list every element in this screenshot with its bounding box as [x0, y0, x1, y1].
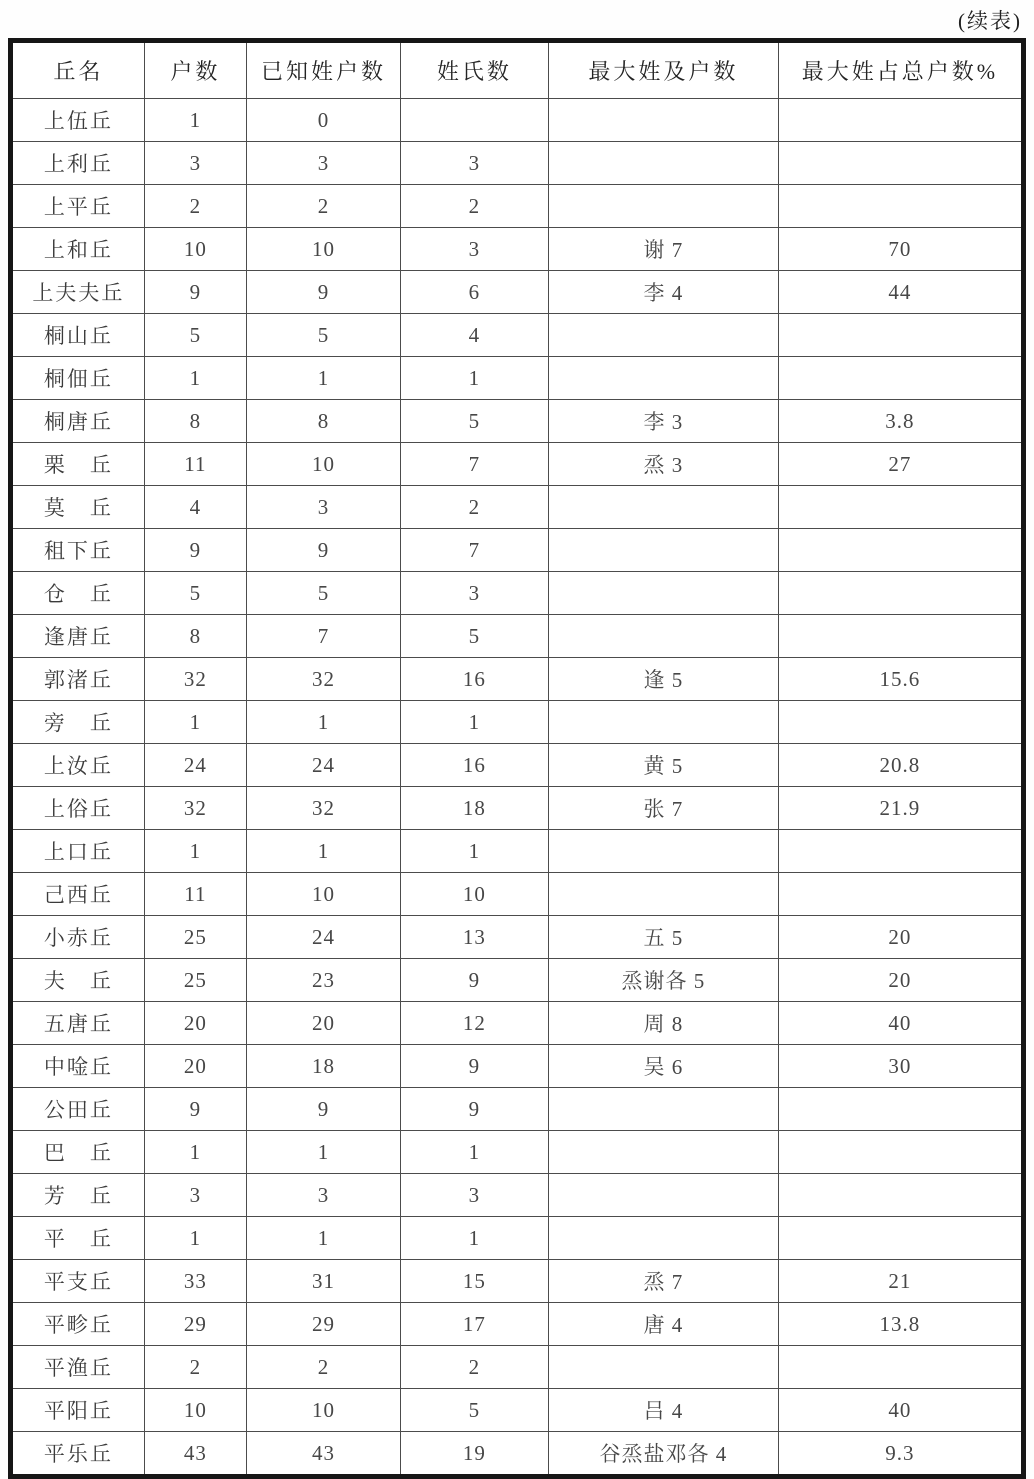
hill-name-cell: 租下丘 [11, 529, 145, 572]
max-surname-pct-cell [778, 1217, 1023, 1260]
households-cell: 1 [144, 1217, 246, 1260]
known-surname-households-cell: 31 [247, 1260, 401, 1303]
col-header-households: 户数 [144, 41, 246, 99]
hill-name-cell: 上平丘 [11, 185, 145, 228]
max-surname-pct-cell [778, 314, 1023, 357]
max-surname-pct-cell: 30 [778, 1045, 1023, 1088]
max-surname-pct-cell: 9.3 [778, 1432, 1023, 1477]
max-surname-cell [548, 185, 778, 228]
households-cell: 2 [144, 185, 246, 228]
max-surname-pct-cell: 40 [778, 1389, 1023, 1432]
max-surname-pct-cell: 21 [778, 1260, 1023, 1303]
max-surname-cell [548, 701, 778, 744]
max-surname-cell [548, 142, 778, 185]
known-surname-households-cell: 3 [247, 1174, 401, 1217]
surname-count-cell: 10 [400, 873, 548, 916]
households-cell: 43 [144, 1432, 246, 1477]
known-surname-households-cell: 23 [247, 959, 401, 1002]
max-surname-cell [548, 873, 778, 916]
hill-name-cell: 中唫丘 [11, 1045, 145, 1088]
known-surname-households-cell: 10 [247, 1389, 401, 1432]
max-surname-pct-cell [778, 1088, 1023, 1131]
known-surname-households-cell: 29 [247, 1303, 401, 1346]
max-surname-cell [548, 1346, 778, 1389]
table-row [11, 486, 1024, 529]
col-header-known-surname-households: 已知姓户数 [247, 41, 401, 99]
households-cell: 3 [144, 142, 246, 185]
max-surname-pct-cell: 20 [778, 959, 1023, 1002]
hill-name-cell: 巴 丘 [11, 1131, 145, 1174]
hill-name-cell: 夫 丘 [11, 959, 145, 1002]
max-surname-cell [548, 615, 778, 658]
table-row [11, 1260, 1024, 1303]
max-surname-cell [548, 1131, 778, 1174]
surname-count-cell: 1 [400, 1131, 548, 1174]
households-cell: 5 [144, 314, 246, 357]
households-cell: 20 [144, 1002, 246, 1045]
table-row [11, 959, 1024, 1002]
max-surname-pct-cell [778, 1346, 1023, 1389]
known-surname-households-cell: 10 [247, 228, 401, 271]
col-header-surname-count: 姓氏数 [400, 41, 548, 99]
max-surname-cell: 烝 3 [548, 443, 778, 486]
known-surname-households-cell: 32 [247, 658, 401, 701]
max-surname-pct-cell: 15.6 [778, 658, 1023, 701]
surname-count-cell: 12 [400, 1002, 548, 1045]
table-row [11, 1174, 1024, 1217]
max-surname-cell [548, 1088, 778, 1131]
households-cell: 32 [144, 658, 246, 701]
table-row [11, 787, 1024, 830]
surname-count-cell: 18 [400, 787, 548, 830]
max-surname-pct-cell: 40 [778, 1002, 1023, 1045]
known-surname-households-cell: 3 [247, 486, 401, 529]
surname-count-cell: 3 [400, 142, 548, 185]
hill-name-cell: 上口丘 [11, 830, 145, 873]
surname-count-cell: 2 [400, 185, 548, 228]
households-cell: 1 [144, 701, 246, 744]
table-row [11, 615, 1024, 658]
table-row [11, 1088, 1024, 1131]
known-surname-households-cell: 9 [247, 529, 401, 572]
max-surname-pct-cell [778, 1174, 1023, 1217]
table-row [11, 1346, 1024, 1389]
max-surname-cell: 李 4 [548, 271, 778, 314]
households-cell: 1 [144, 99, 246, 142]
max-surname-cell: 吕 4 [548, 1389, 778, 1432]
hill-name-cell: 上汝丘 [11, 744, 145, 787]
surname-count-cell [400, 99, 548, 142]
hill-name-cell: 上夫夫丘 [11, 271, 145, 314]
hill-name-cell: 小赤丘 [11, 916, 145, 959]
households-cell: 11 [144, 873, 246, 916]
max-surname-pct-cell: 20 [778, 916, 1023, 959]
surname-count-cell: 2 [400, 1346, 548, 1389]
max-surname-pct-cell [778, 615, 1023, 658]
table-row [11, 1217, 1024, 1260]
known-surname-households-cell: 1 [247, 830, 401, 873]
households-cell: 8 [144, 400, 246, 443]
max-surname-pct-cell [778, 873, 1023, 916]
households-cell: 11 [144, 443, 246, 486]
surname-count-cell: 1 [400, 701, 548, 744]
max-surname-cell: 黄 5 [548, 744, 778, 787]
known-surname-households-cell: 43 [247, 1432, 401, 1477]
max-surname-cell [548, 1217, 778, 1260]
households-cell: 10 [144, 228, 246, 271]
known-surname-households-cell: 8 [247, 400, 401, 443]
max-surname-cell [548, 572, 778, 615]
table-row [11, 1002, 1024, 1045]
households-cell: 5 [144, 572, 246, 615]
households-cell: 29 [144, 1303, 246, 1346]
surname-count-cell: 5 [400, 400, 548, 443]
households-cell: 2 [144, 1346, 246, 1389]
surname-count-cell: 9 [400, 1088, 548, 1131]
table-body [11, 99, 1024, 1477]
max-surname-pct-cell: 27 [778, 443, 1023, 486]
known-surname-households-cell: 1 [247, 357, 401, 400]
hill-name-cell: 公田丘 [11, 1088, 145, 1131]
known-surname-households-cell: 18 [247, 1045, 401, 1088]
surname-count-cell: 3 [400, 228, 548, 271]
table-row [11, 99, 1024, 142]
table-row [11, 271, 1024, 314]
households-cell: 32 [144, 787, 246, 830]
surname-count-cell: 5 [400, 615, 548, 658]
table-row [11, 830, 1024, 873]
known-surname-households-cell: 20 [247, 1002, 401, 1045]
surname-count-cell: 1 [400, 357, 548, 400]
table-row [11, 443, 1024, 486]
hill-name-cell: 上利丘 [11, 142, 145, 185]
households-cell: 33 [144, 1260, 246, 1303]
hill-name-cell: 上伍丘 [11, 99, 145, 142]
hill-name-cell: 平畛丘 [11, 1303, 145, 1346]
surname-count-cell: 16 [400, 744, 548, 787]
hill-name-cell: 己西丘 [11, 873, 145, 916]
households-cell: 25 [144, 959, 246, 1002]
hill-name-cell: 逢唐丘 [11, 615, 145, 658]
max-surname-cell [548, 529, 778, 572]
households-cell: 9 [144, 529, 246, 572]
table-row [11, 400, 1024, 443]
table-row [11, 228, 1024, 271]
max-surname-cell [548, 99, 778, 142]
hill-name-cell: 郭渚丘 [11, 658, 145, 701]
max-surname-cell: 李 3 [548, 400, 778, 443]
max-surname-pct-cell [778, 529, 1023, 572]
known-surname-households-cell: 7 [247, 615, 401, 658]
max-surname-pct-cell [778, 701, 1023, 744]
households-cell: 8 [144, 615, 246, 658]
max-surname-cell: 烝谢各 5 [548, 959, 778, 1002]
max-surname-pct-cell [778, 486, 1023, 529]
continuation-label: (续表) [958, 9, 1022, 33]
max-surname-cell [548, 314, 778, 357]
max-surname-pct-cell: 13.8 [778, 1303, 1023, 1346]
surname-count-cell: 2 [400, 486, 548, 529]
hill-name-cell: 平渔丘 [11, 1346, 145, 1389]
known-surname-households-cell: 1 [247, 1217, 401, 1260]
max-surname-cell: 谷烝盐邓各 4 [548, 1432, 778, 1477]
known-surname-households-cell: 1 [247, 1131, 401, 1174]
households-cell: 1 [144, 830, 246, 873]
surname-count-cell: 4 [400, 314, 548, 357]
table-row [11, 1389, 1024, 1432]
table-row [11, 314, 1024, 357]
max-surname-pct-cell [778, 142, 1023, 185]
max-surname-cell: 烝 7 [548, 1260, 778, 1303]
col-header-max-surname-pct: 最大姓占总户数% [778, 41, 1023, 99]
hill-name-cell: 莫 丘 [11, 486, 145, 529]
table-row [11, 142, 1024, 185]
max-surname-cell: 吴 6 [548, 1045, 778, 1088]
table-row [11, 744, 1024, 787]
max-surname-pct-cell: 20.8 [778, 744, 1023, 787]
surname-count-cell: 13 [400, 916, 548, 959]
households-cell: 1 [144, 1131, 246, 1174]
hill-name-cell: 平 丘 [11, 1217, 145, 1260]
households-cell: 24 [144, 744, 246, 787]
max-surname-cell [548, 830, 778, 873]
max-surname-cell [548, 1174, 778, 1217]
surname-count-cell: 19 [400, 1432, 548, 1477]
table-row [11, 658, 1024, 701]
known-surname-households-cell: 0 [247, 99, 401, 142]
known-surname-households-cell: 1 [247, 701, 401, 744]
header-row [11, 41, 1024, 99]
hill-name-cell: 平乐丘 [11, 1432, 145, 1477]
known-surname-households-cell: 9 [247, 1088, 401, 1131]
hill-name-cell: 旁 丘 [11, 701, 145, 744]
known-surname-households-cell: 24 [247, 744, 401, 787]
max-surname-cell [548, 357, 778, 400]
hill-name-cell: 平支丘 [11, 1260, 145, 1303]
surname-count-cell: 7 [400, 529, 548, 572]
table-row [11, 1045, 1024, 1088]
table-row [11, 873, 1024, 916]
known-surname-households-cell: 2 [247, 185, 401, 228]
max-surname-cell: 唐 4 [548, 1303, 778, 1346]
table-row [11, 357, 1024, 400]
surname-count-cell: 3 [400, 572, 548, 615]
surname-count-cell: 16 [400, 658, 548, 701]
max-surname-pct-cell [778, 830, 1023, 873]
table-row [11, 572, 1024, 615]
households-cell: 4 [144, 486, 246, 529]
hill-name-cell: 上和丘 [11, 228, 145, 271]
known-surname-households-cell: 10 [247, 873, 401, 916]
hill-name-cell: 栗 丘 [11, 443, 145, 486]
max-surname-pct-cell [778, 185, 1023, 228]
table-row [11, 529, 1024, 572]
max-surname-cell: 周 8 [548, 1002, 778, 1045]
households-cell: 1 [144, 357, 246, 400]
hill-name-cell: 桐佃丘 [11, 357, 145, 400]
known-surname-households-cell: 24 [247, 916, 401, 959]
table-row [11, 185, 1024, 228]
table-header [11, 41, 1024, 99]
max-surname-cell [548, 486, 778, 529]
known-surname-households-cell: 5 [247, 314, 401, 357]
hill-name-cell: 桐山丘 [11, 314, 145, 357]
households-cell: 9 [144, 1088, 246, 1131]
surname-count-cell: 6 [400, 271, 548, 314]
households-cell: 3 [144, 1174, 246, 1217]
hill-name-cell: 桐唐丘 [11, 400, 145, 443]
max-surname-cell: 谢 7 [548, 228, 778, 271]
table-row [11, 701, 1024, 744]
known-surname-households-cell: 9 [247, 271, 401, 314]
household-surname-table [8, 38, 1026, 1479]
households-cell: 20 [144, 1045, 246, 1088]
households-cell: 10 [144, 1389, 246, 1432]
surname-count-cell: 15 [400, 1260, 548, 1303]
surname-count-cell: 7 [400, 443, 548, 486]
hill-name-cell: 芳 丘 [11, 1174, 145, 1217]
surname-count-cell: 3 [400, 1174, 548, 1217]
known-surname-households-cell: 2 [247, 1346, 401, 1389]
max-surname-cell: 五 5 [548, 916, 778, 959]
households-cell: 25 [144, 916, 246, 959]
max-surname-pct-cell [778, 572, 1023, 615]
max-surname-cell: 张 7 [548, 787, 778, 830]
hill-name-cell: 平阳丘 [11, 1389, 145, 1432]
hill-name-cell: 仓 丘 [11, 572, 145, 615]
max-surname-pct-cell [778, 99, 1023, 142]
surname-count-cell: 1 [400, 830, 548, 873]
max-surname-pct-cell [778, 1131, 1023, 1174]
hill-name-cell: 五唐丘 [11, 1002, 145, 1045]
hill-name-cell: 上俗丘 [11, 787, 145, 830]
known-surname-households-cell: 3 [247, 142, 401, 185]
known-surname-households-cell: 5 [247, 572, 401, 615]
surname-count-cell: 9 [400, 1045, 548, 1088]
col-header-max-surname: 最大姓及户数 [548, 41, 778, 99]
table-row [11, 1303, 1024, 1346]
max-surname-pct-cell: 3.8 [778, 400, 1023, 443]
max-surname-pct-cell: 21.9 [778, 787, 1023, 830]
max-surname-pct-cell [778, 357, 1023, 400]
known-surname-households-cell: 10 [247, 443, 401, 486]
table-row [11, 1131, 1024, 1174]
max-surname-pct-cell: 44 [778, 271, 1023, 314]
table-row [11, 916, 1024, 959]
max-surname-cell: 逢 5 [548, 658, 778, 701]
max-surname-pct-cell: 70 [778, 228, 1023, 271]
surname-count-cell: 9 [400, 959, 548, 1002]
households-cell: 9 [144, 271, 246, 314]
known-surname-households-cell: 32 [247, 787, 401, 830]
surname-count-cell: 1 [400, 1217, 548, 1260]
surname-count-cell: 5 [400, 1389, 548, 1432]
col-header-hill-name: 丘名 [11, 41, 145, 99]
surname-count-cell: 17 [400, 1303, 548, 1346]
